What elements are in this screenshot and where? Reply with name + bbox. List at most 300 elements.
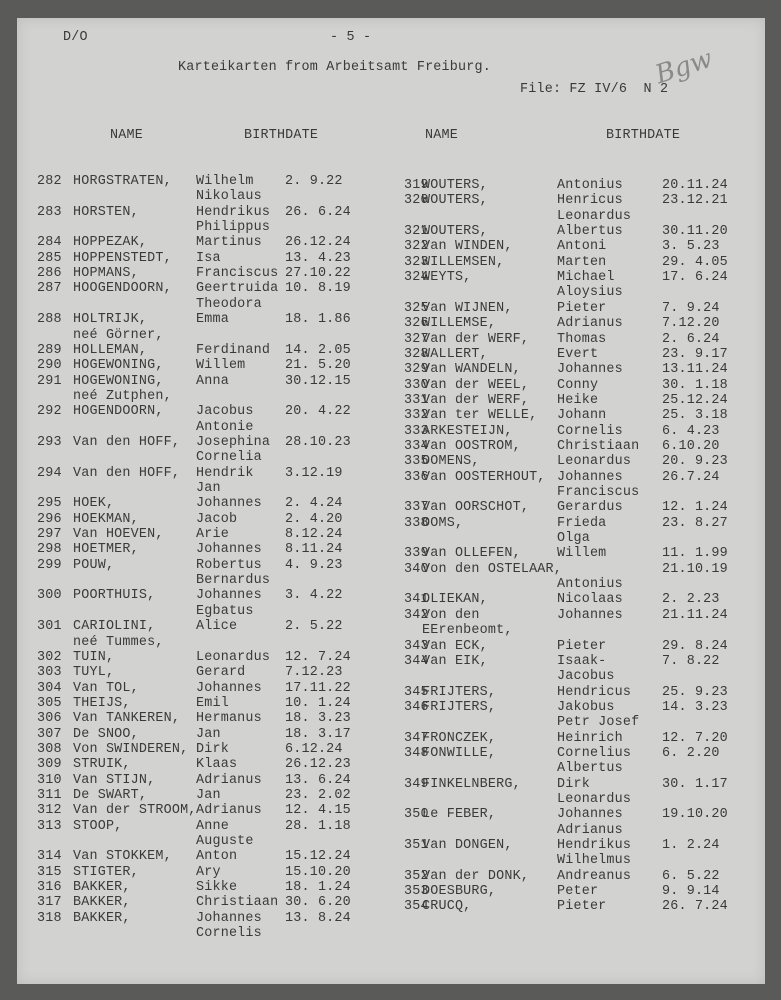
entry-given-name: Martinus [196, 235, 262, 251]
entry-number: 296 [37, 511, 62, 527]
entry-given-name: Cornelis [557, 423, 623, 439]
entry-birthdate: 25. 3.18 [662, 408, 728, 424]
entry-birthdate: 4. 9.23 [285, 557, 343, 573]
entry-number: 319 [404, 178, 429, 193]
entry-surname: BAKKER, [73, 910, 131, 926]
document-title: Karteikarten from Arbeitsamt Freiburg. [178, 60, 491, 75]
entry-number: 344 [404, 653, 429, 669]
entry-number: 297 [37, 527, 62, 543]
entry-number: 287 [37, 281, 62, 297]
entry-surname: Van ECK, [422, 638, 488, 654]
entry-number: 332 [404, 408, 429, 424]
entry-given-name: Albertus [557, 224, 623, 240]
entry-birthdate: 11. 1.99 [662, 546, 728, 562]
entry-number: 308 [37, 741, 62, 757]
entry-surname: EErenbeomt, [422, 623, 513, 639]
entry-number: 325 [404, 300, 429, 316]
entry-given-name: Adrianus [557, 822, 623, 838]
entry-given-name: Jakobus [557, 699, 615, 715]
entry-surname: HORSTEN, [73, 204, 139, 220]
entry-birthdate: 14. 3.23 [662, 699, 728, 715]
entry-given-name: Heinrich [557, 730, 623, 746]
entry-given-name: Jan [196, 726, 221, 742]
entry-birthdate: 10. 8.19 [285, 281, 351, 297]
entry-surname: De SWART, [73, 788, 148, 803]
entry-surname: WOUTERS, [422, 178, 488, 193]
entry-birthdate: 9. 9.14 [662, 884, 720, 900]
entry-given-name: Isa [196, 250, 221, 266]
entry-number: 343 [404, 638, 429, 654]
entry-given-name: Dirk [196, 741, 229, 757]
entry-number: 342 [404, 607, 429, 623]
entry-number: 318 [37, 910, 62, 926]
entry-number: 354 [404, 899, 429, 915]
page-number: - 5 - [330, 30, 372, 45]
entry-given-name: Leonardus [557, 208, 632, 224]
entry-birthdate: 18. 1.24 [285, 880, 351, 896]
entry-number: 313 [37, 818, 62, 834]
entry-birthdate: 7. 9.24 [662, 300, 720, 316]
entry-number: 314 [37, 849, 62, 865]
entry-birthdate: 17. 6.24 [662, 270, 728, 286]
entry-surname: HOEKMAN, [73, 511, 139, 527]
reference-mark: D/O [63, 30, 88, 45]
entry-birthdate: 2. 2.23 [662, 592, 720, 608]
entry-surname: Van den HOFF, [73, 434, 181, 450]
entry-birthdate: 12. 7.20 [662, 730, 728, 746]
entry-given-name: Antonius [557, 178, 623, 193]
entry-birthdate: 2. 4.20 [285, 511, 343, 527]
entry-surname: STIGTER, [73, 864, 139, 880]
entry-surname: HOGEWONING, [73, 373, 164, 389]
entry-given-name: Johannes [557, 607, 623, 623]
entry-given-name: Nicolaas [557, 592, 623, 608]
entry-surname: Van OOSTROM, [422, 438, 521, 454]
entry-birthdate: 19.10.20 [662, 807, 728, 823]
entry-birthdate: 3. 5.23 [662, 239, 720, 255]
entry-given-name: Bernardus [196, 573, 271, 589]
entry-surname: Van der STROOM, [73, 803, 197, 819]
entry-surname: STRUIK, [73, 757, 131, 773]
entry-given-name: Hermanus [196, 711, 262, 727]
entry-given-name: Petr Josef [557, 715, 640, 731]
entry-surname: BAKKER, [73, 880, 131, 896]
entry-surname: ARKESTEIJN, [422, 423, 513, 439]
entry-birthdate: 3. 4.22 [285, 588, 343, 604]
entry-birthdate: 3.12.19 [285, 465, 343, 481]
entry-number: 334 [404, 438, 429, 454]
entry-given-name: Jan [196, 788, 221, 803]
entry-number: 289 [37, 342, 62, 358]
entry-birthdate: 30. 1.17 [662, 776, 728, 792]
entry-birthdate: 8.12.24 [285, 527, 343, 543]
right-name-header: NAME [425, 128, 458, 143]
entry-birthdate: 23. 9.17 [662, 346, 728, 362]
entry-surname: Van WIJNEN, [422, 300, 513, 316]
entry-number: 340 [404, 561, 429, 577]
entry-given-name: Evert [557, 346, 599, 362]
entry-number: 282 [37, 174, 62, 189]
entry-given-name: Wilhelm [196, 174, 254, 189]
entry-given-name: Henricus [557, 193, 623, 209]
entry-surname: Van EIK, [422, 653, 488, 669]
entry-surname: HOETMER, [73, 542, 139, 558]
entry-surname: STOOP, [73, 818, 123, 834]
entry-birthdate: 23. 8.27 [662, 515, 728, 531]
entry-given-name: Adrianus [196, 803, 262, 819]
entry-surname: POUW, [73, 557, 115, 573]
entry-birthdate: 14. 2.05 [285, 342, 351, 358]
entry-number: 302 [37, 649, 62, 665]
entry-surname: Van OLLEFEN, [422, 546, 521, 562]
entry-number: 311 [37, 788, 62, 803]
entry-surname: THEIJS, [73, 695, 131, 711]
entry-birthdate: 30. 1.18 [662, 377, 728, 393]
entry-birthdate: 7.12.20 [662, 316, 720, 332]
entry-surname: Van STOKKEM, [73, 849, 172, 865]
entry-given-name: Emma [196, 312, 229, 328]
entry-number: 337 [404, 500, 429, 516]
left-birthdate-header: BIRTHDATE [244, 128, 319, 143]
entry-birthdate: 26.12.24 [285, 235, 351, 251]
entry-number: 317 [37, 895, 62, 911]
entry-birthdate: 25.12.24 [662, 392, 728, 408]
entry-birthdate: 12. 7.24 [285, 649, 351, 665]
entry-given-name: Theodora [196, 296, 262, 312]
entry-given-name: Antonius [557, 577, 623, 593]
entry-number: 316 [37, 880, 62, 896]
entry-surname: HOLLEMAN, [73, 342, 148, 358]
entry-number: 286 [37, 266, 62, 282]
entry-number: 349 [404, 776, 429, 792]
entry-surname: OOMS, [422, 515, 464, 531]
entry-surname: HOEK, [73, 496, 115, 512]
entry-given-name: Johannes [196, 496, 262, 512]
entry-given-name: Johannes [196, 588, 262, 604]
entry-birthdate: 17.11.22 [285, 680, 351, 696]
entry-given-name: Andreanus [557, 868, 632, 884]
entry-surname: BAKKER, [73, 895, 131, 911]
entry-given-name: Gerard [196, 665, 246, 681]
entry-surname: WOUTERS, [422, 193, 488, 209]
entry-birthdate: 27.10.22 [285, 266, 351, 282]
entry-surname: Van OOSTERHOUT, [422, 469, 546, 485]
entry-surname: FONWILLE, [422, 745, 497, 761]
entry-given-name: Leonardus [557, 792, 632, 807]
entry-given-name: Gerardus [557, 500, 623, 516]
entry-birthdate: 26. 7.24 [662, 899, 728, 915]
entry-birthdate: 20. 9.23 [662, 454, 728, 470]
entry-surname: OOMENS, [422, 454, 480, 470]
entry-birthdate: 13. 8.24 [285, 910, 351, 926]
entry-birthdate: 26.12.23 [285, 757, 351, 773]
entry-surname: Van WINDEN, [422, 239, 513, 255]
entry-birthdate: 12. 1.24 [662, 500, 728, 516]
entry-birthdate: 13.11.24 [662, 362, 728, 378]
entry-number: 309 [37, 757, 62, 773]
entry-birthdate: 29. 4.05 [662, 254, 728, 270]
entry-number: 323 [404, 254, 429, 270]
entry-given-name: Jacobus [557, 669, 615, 685]
entry-surname: Van DONGEN, [422, 838, 513, 854]
entry-given-name: Anne [196, 818, 229, 834]
entry-surname: TUIN, [73, 649, 115, 665]
entry-number: 348 [404, 745, 429, 761]
entry-surname: WILLEMSE, [422, 316, 497, 332]
entry-surname: Von den [422, 607, 480, 623]
entry-birthdate: 12. 4.15 [285, 803, 351, 819]
entry-given-name: Emil [196, 695, 229, 711]
entry-birthdate: 21.10.19 [662, 561, 728, 577]
entry-given-name: Anton [196, 849, 238, 865]
entry-given-name: Wilhelmus [557, 853, 632, 869]
entry-surname: WOUTERS, [422, 224, 488, 240]
entry-given-name: Adrianus [196, 772, 262, 788]
entry-given-name: Johannes [557, 362, 623, 378]
entry-surname: Von den OSTELAAR, [422, 561, 563, 577]
entry-number: 341 [404, 592, 429, 608]
entry-given-name: Leonardus [196, 649, 271, 665]
entry-number: 291 [37, 373, 62, 389]
entry-given-name: Conny [557, 377, 599, 393]
entry-given-name: Willem [196, 358, 246, 374]
entry-surname: HOLTRIJK, [73, 312, 148, 328]
entry-given-name: Olga [557, 531, 590, 547]
right-birthdate-header: BIRTHDATE [606, 128, 681, 143]
entry-given-name: Pieter [557, 300, 607, 316]
entry-given-name: Marten [557, 254, 607, 270]
entry-birthdate: 2. 5.22 [285, 619, 343, 635]
entry-birthdate: 6.12.24 [285, 741, 343, 757]
entry-given-name: Ferdinand [196, 342, 271, 358]
entry-surname: Van TOL, [73, 680, 139, 696]
entry-surname: Van der WEEL, [422, 377, 530, 393]
entry-birthdate: 6.10.20 [662, 438, 720, 454]
entry-given-name: Geertruida [196, 281, 279, 297]
entry-given-name: Johannes [196, 910, 262, 926]
entry-birthdate: 13. 4.23 [285, 250, 351, 266]
entry-birthdate: 30.12.15 [285, 373, 351, 389]
entry-given-name: Jacob [196, 511, 238, 527]
entry-surname: Van der WERF, [422, 392, 530, 408]
entry-number: 321 [404, 224, 429, 240]
entry-birthdate: 1. 2.24 [662, 838, 720, 854]
entry-given-name: Sikke [196, 880, 238, 896]
entry-surname: CRUCQ, [422, 899, 472, 915]
entry-surname: neé Zutphen, [73, 388, 172, 404]
entry-given-name: Willem [557, 546, 607, 562]
entry-surname: neé Görner, [73, 327, 164, 343]
entry-given-name: Pieter [557, 638, 607, 654]
entry-given-name: Leonardus [557, 454, 632, 470]
entry-given-name: Thomas [557, 331, 607, 347]
entry-surname: Van STIJN, [73, 772, 156, 788]
entry-surname: Van TANKEREN, [73, 711, 181, 727]
entry-birthdate: 18. 3.17 [285, 726, 351, 742]
entry-birthdate: 25. 9.23 [662, 684, 728, 700]
entry-given-name: Aloysius [557, 285, 623, 301]
entry-given-name: Josephina [196, 434, 271, 450]
entry-given-name: Cornelius [557, 745, 632, 761]
entry-given-name: Albertus [557, 761, 623, 777]
entry-birthdate: 6. 4.23 [662, 423, 720, 439]
entry-surname: De SNOO, [73, 726, 139, 742]
entry-given-name: Egbatus [196, 603, 254, 619]
entry-number: 285 [37, 250, 62, 266]
document-page [17, 18, 765, 984]
entry-surname: HOGENDOORN, [73, 404, 164, 420]
entry-number: 352 [404, 868, 429, 884]
entry-given-name: Antoni [557, 239, 607, 255]
handwritten-initials: Bgw [651, 43, 717, 91]
entry-birthdate: 2. 6.24 [662, 331, 720, 347]
entry-birthdate: 23.12.21 [662, 193, 728, 209]
entry-number: 324 [404, 270, 429, 286]
entry-birthdate: 26. 6.24 [285, 204, 351, 220]
entry-number: 330 [404, 377, 429, 393]
entry-surname: FRIJTERS, [422, 684, 497, 700]
entry-surname: WILLEMSEN, [422, 254, 505, 270]
entry-number: 336 [404, 469, 429, 485]
entry-given-name: Jan [196, 481, 221, 496]
entry-surname: Van HOEVEN, [73, 527, 164, 543]
entry-number: 322 [404, 239, 429, 255]
entry-number: 300 [37, 588, 62, 604]
entry-number: 351 [404, 838, 429, 854]
entry-given-name: Philippus [196, 220, 271, 236]
entry-surname: FINKELNBERG, [422, 776, 521, 792]
entry-surname: CARIOLINI, [73, 619, 156, 635]
entry-number: 299 [37, 557, 62, 573]
entry-number: 335 [404, 454, 429, 470]
file-reference: File: FZ IV/6 N 2 [520, 82, 669, 97]
entry-surname: Van der DONK, [422, 868, 530, 884]
entry-given-name: Arie [196, 527, 229, 543]
entry-number: 295 [37, 496, 62, 512]
entry-birthdate: 28. 1.18 [285, 818, 351, 834]
entry-number: 339 [404, 546, 429, 562]
entry-number: 328 [404, 346, 429, 362]
entry-number: 327 [404, 331, 429, 347]
entry-given-name: Franciscus [557, 485, 640, 500]
entry-birthdate: 6. 2.20 [662, 745, 720, 761]
entry-given-name: Klaas [196, 757, 238, 773]
entry-number: 315 [37, 864, 62, 880]
entry-number: 288 [37, 312, 62, 328]
entry-surname: POORTHUIS, [73, 588, 156, 604]
entry-surname: Van WANDELN, [422, 362, 521, 378]
entry-given-name: Cornelia [196, 450, 262, 466]
entry-birthdate: 2. 9.22 [285, 174, 343, 189]
entry-given-name: Dirk [557, 776, 590, 792]
entry-number: 284 [37, 235, 62, 251]
entry-number: 301 [37, 619, 62, 635]
entry-birthdate: 15.12.24 [285, 849, 351, 865]
entry-number: 338 [404, 515, 429, 531]
entry-surname: TUYL, [73, 665, 115, 681]
entry-surname: HOPPEZAK, [73, 235, 148, 251]
entry-surname: Van OORSCHOT, [422, 500, 530, 516]
entry-given-name: Christiaan [557, 438, 640, 454]
entry-given-name: Peter [557, 884, 599, 900]
entry-birthdate: 15.10.20 [285, 864, 351, 880]
entry-birthdate: 7.12.23 [285, 665, 343, 681]
entry-given-name: Michael [557, 270, 615, 286]
entry-birthdate: 30.11.20 [662, 224, 728, 240]
entry-number: 294 [37, 465, 62, 481]
entry-birthdate: 26.7.24 [662, 469, 720, 485]
entry-birthdate: 18. 1.86 [285, 312, 351, 328]
entry-surname: HOPPENSTEDT, [73, 250, 172, 266]
entry-given-name: Hendricus [557, 684, 632, 700]
entry-number: 310 [37, 772, 62, 788]
entry-number: 306 [37, 711, 62, 727]
entry-given-name: Anna [196, 373, 229, 389]
entry-number: 326 [404, 316, 429, 332]
entry-surname: OLIEKAN, [422, 592, 488, 608]
entry-given-name: Robertus [196, 557, 262, 573]
entry-birthdate: 13. 6.24 [285, 772, 351, 788]
entry-number: 293 [37, 434, 62, 450]
entry-birthdate: 21. 5.20 [285, 358, 351, 374]
entry-given-name: Frieda [557, 515, 607, 531]
entry-given-name: Alice [196, 619, 238, 635]
entry-given-name: Johannes [196, 542, 262, 558]
entry-given-name: Auguste [196, 834, 254, 850]
entry-birthdate: 2. 4.24 [285, 496, 343, 512]
entry-number: 350 [404, 807, 429, 823]
entry-given-name: Antonie [196, 419, 254, 435]
entry-given-name: Cornelis [196, 926, 262, 942]
entry-number: 307 [37, 726, 62, 742]
entry-number: 290 [37, 358, 62, 374]
entry-birthdate: 21.11.24 [662, 607, 728, 623]
entry-number: 320 [404, 193, 429, 209]
entry-surname: WALLERT, [422, 346, 488, 362]
entry-surname: DOESBURG, [422, 884, 497, 900]
entry-given-name: Johann [557, 408, 607, 424]
entry-given-name: Johannes [557, 807, 623, 823]
entry-given-name: Heike [557, 392, 599, 408]
entry-given-name: Johannes [196, 680, 262, 696]
entry-number: 305 [37, 695, 62, 711]
entry-given-name: Nikolaus [196, 189, 262, 205]
entry-given-name: Ary [196, 864, 221, 880]
entry-surname: Van ter WELLE, [422, 408, 538, 424]
entry-number: 329 [404, 362, 429, 378]
entry-surname: HOOGENDOORN, [73, 281, 172, 297]
entry-given-name: Christiaan [196, 895, 279, 911]
entry-given-name: Hendrik [196, 465, 254, 481]
entry-number: 283 [37, 204, 62, 220]
entry-given-name: Pieter [557, 899, 607, 915]
entry-given-name: Hendrikus [557, 838, 632, 854]
entry-surname: Van den HOFF, [73, 465, 181, 481]
entry-number: 353 [404, 884, 429, 900]
entry-given-name: Adrianus [557, 316, 623, 332]
entry-birthdate: 30. 6.20 [285, 895, 351, 911]
entry-birthdate: 10. 1.24 [285, 695, 351, 711]
entry-given-name: Franciscus [196, 266, 279, 282]
entry-number: 345 [404, 684, 429, 700]
entry-number: 347 [404, 730, 429, 746]
entry-given-name: Isaak- [557, 653, 607, 669]
entry-birthdate: 6. 5.22 [662, 868, 720, 884]
entry-surname: Von SWINDEREN, [73, 741, 189, 757]
entry-birthdate: 23. 2.02 [285, 788, 351, 803]
entry-number: 331 [404, 392, 429, 408]
entry-surname: neé Tummes, [73, 634, 164, 650]
